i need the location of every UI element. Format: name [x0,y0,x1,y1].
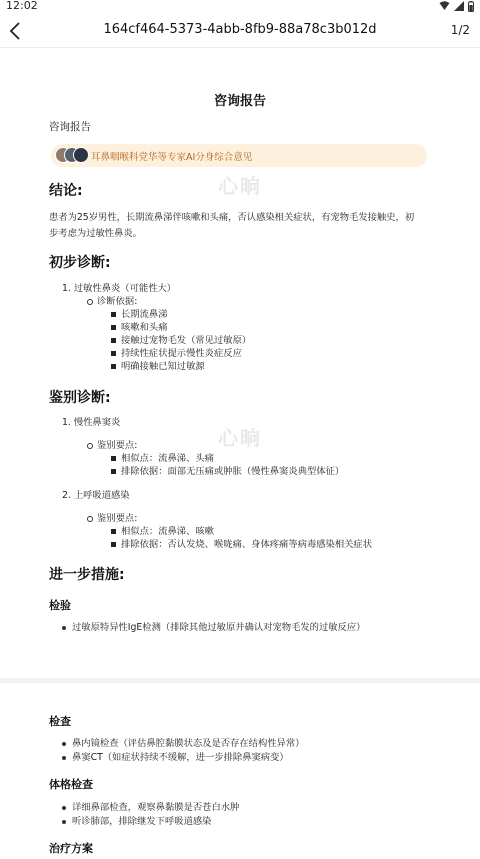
watermark-logo: 心晌 [218,426,262,450]
battery-icon [468,1,474,12]
diagnosis-basis-label: 诊断依据: [97,296,138,307]
conclusion-line: 步考虑为过敏性鼻炎。 [49,228,142,239]
differential-point: 排除依据：否认发烧、喉咙痛、身体疼痛等病毒感染相关症状 [121,539,373,550]
further-measures-heading: 进一步措施: [49,567,125,583]
physical-exam-item: 详细鼻部检查，观察鼻黏膜是否苍白水肿 [72,802,240,813]
differential-item: 2. 上呼吸道感染 [62,490,130,501]
basis-item: 长期流鼻涕 [121,309,168,320]
basis-item: 咳嗽和头痛 [121,322,168,333]
expert-avatars [55,147,87,164]
conclusion-heading: 结论: [49,183,83,199]
watermark-logo: 心晌 [218,174,262,198]
exam-item: 鼻内镜检查（评估鼻腔黏膜状态及是否存在结构性异常） [72,738,305,749]
lab-test-item: 过敏原特异性IgE检测（排除其他过敏原并确认对宠物毛发的过敏反应） [72,622,366,633]
differential-diagnosis-heading: 鉴别诊断: [49,390,111,406]
expert-opinion-text: 耳鼻咽喉科党华等专家AI分身综合意见 [91,152,253,163]
diagnosis-item: 1. 过敏性鼻炎（可能性大） [62,283,177,294]
basis-item: 接触过宠物毛发（常见过敏原） [121,335,252,346]
exam-heading: 检查 [49,715,71,728]
status-time: 12:02 [6,0,38,12]
physical-exam-item: 听诊肺部，排除继发下呼吸道感染 [72,816,212,827]
differential-item: 1. 慢性鼻窦炎 [62,417,121,428]
differential-label: 鉴别要点: [97,513,138,524]
avatar [73,147,89,163]
lab-test-heading: 检验 [49,599,71,612]
nav-bar [0,14,480,48]
wifi-icon [439,1,450,11]
status-icons [439,0,474,12]
report-subtitle: 咨询报告 [49,121,91,133]
signal-icon [454,1,464,11]
differential-point: 排除依据：面部无压痛或肿胀（慢性鼻窦炎典型体征） [121,466,345,477]
conclusion-text [49,210,439,242]
page-indicator: 1/2 [450,23,470,37]
differential-label: 鉴别要点: [97,440,138,451]
document-id-title: 164cf464-5373-4abb-8fb9-88a78c3b012d [103,22,377,37]
basis-item: 明确接触已知过敏源 [121,361,205,372]
differential-point: 相似点：流鼻涕、头痛 [121,453,214,464]
exam-item: 鼻窦CT（如症状持续不缓解，进一步排除鼻窦病变） [72,752,289,763]
physical-exam-heading: 体格检查 [49,778,93,791]
basis-item: 持续性症状提示慢性炎症反应 [121,348,242,359]
status-bar [0,0,480,14]
page-separator [0,678,480,683]
conclusion-line: 患者为25岁男性，长期流鼻涕伴咳嗽和头痛，否认感染相关症状，有宠物毛发接触史，初 [49,212,415,223]
report-title: 咨询报告 [213,94,266,109]
initial-diagnosis-heading: 初步诊断: [49,255,111,271]
expert-opinion-banner [51,144,427,167]
treatment-heading: 治疗方案 [49,842,93,855]
differential-point: 相似点：流鼻涕、咳嗽 [121,526,214,537]
